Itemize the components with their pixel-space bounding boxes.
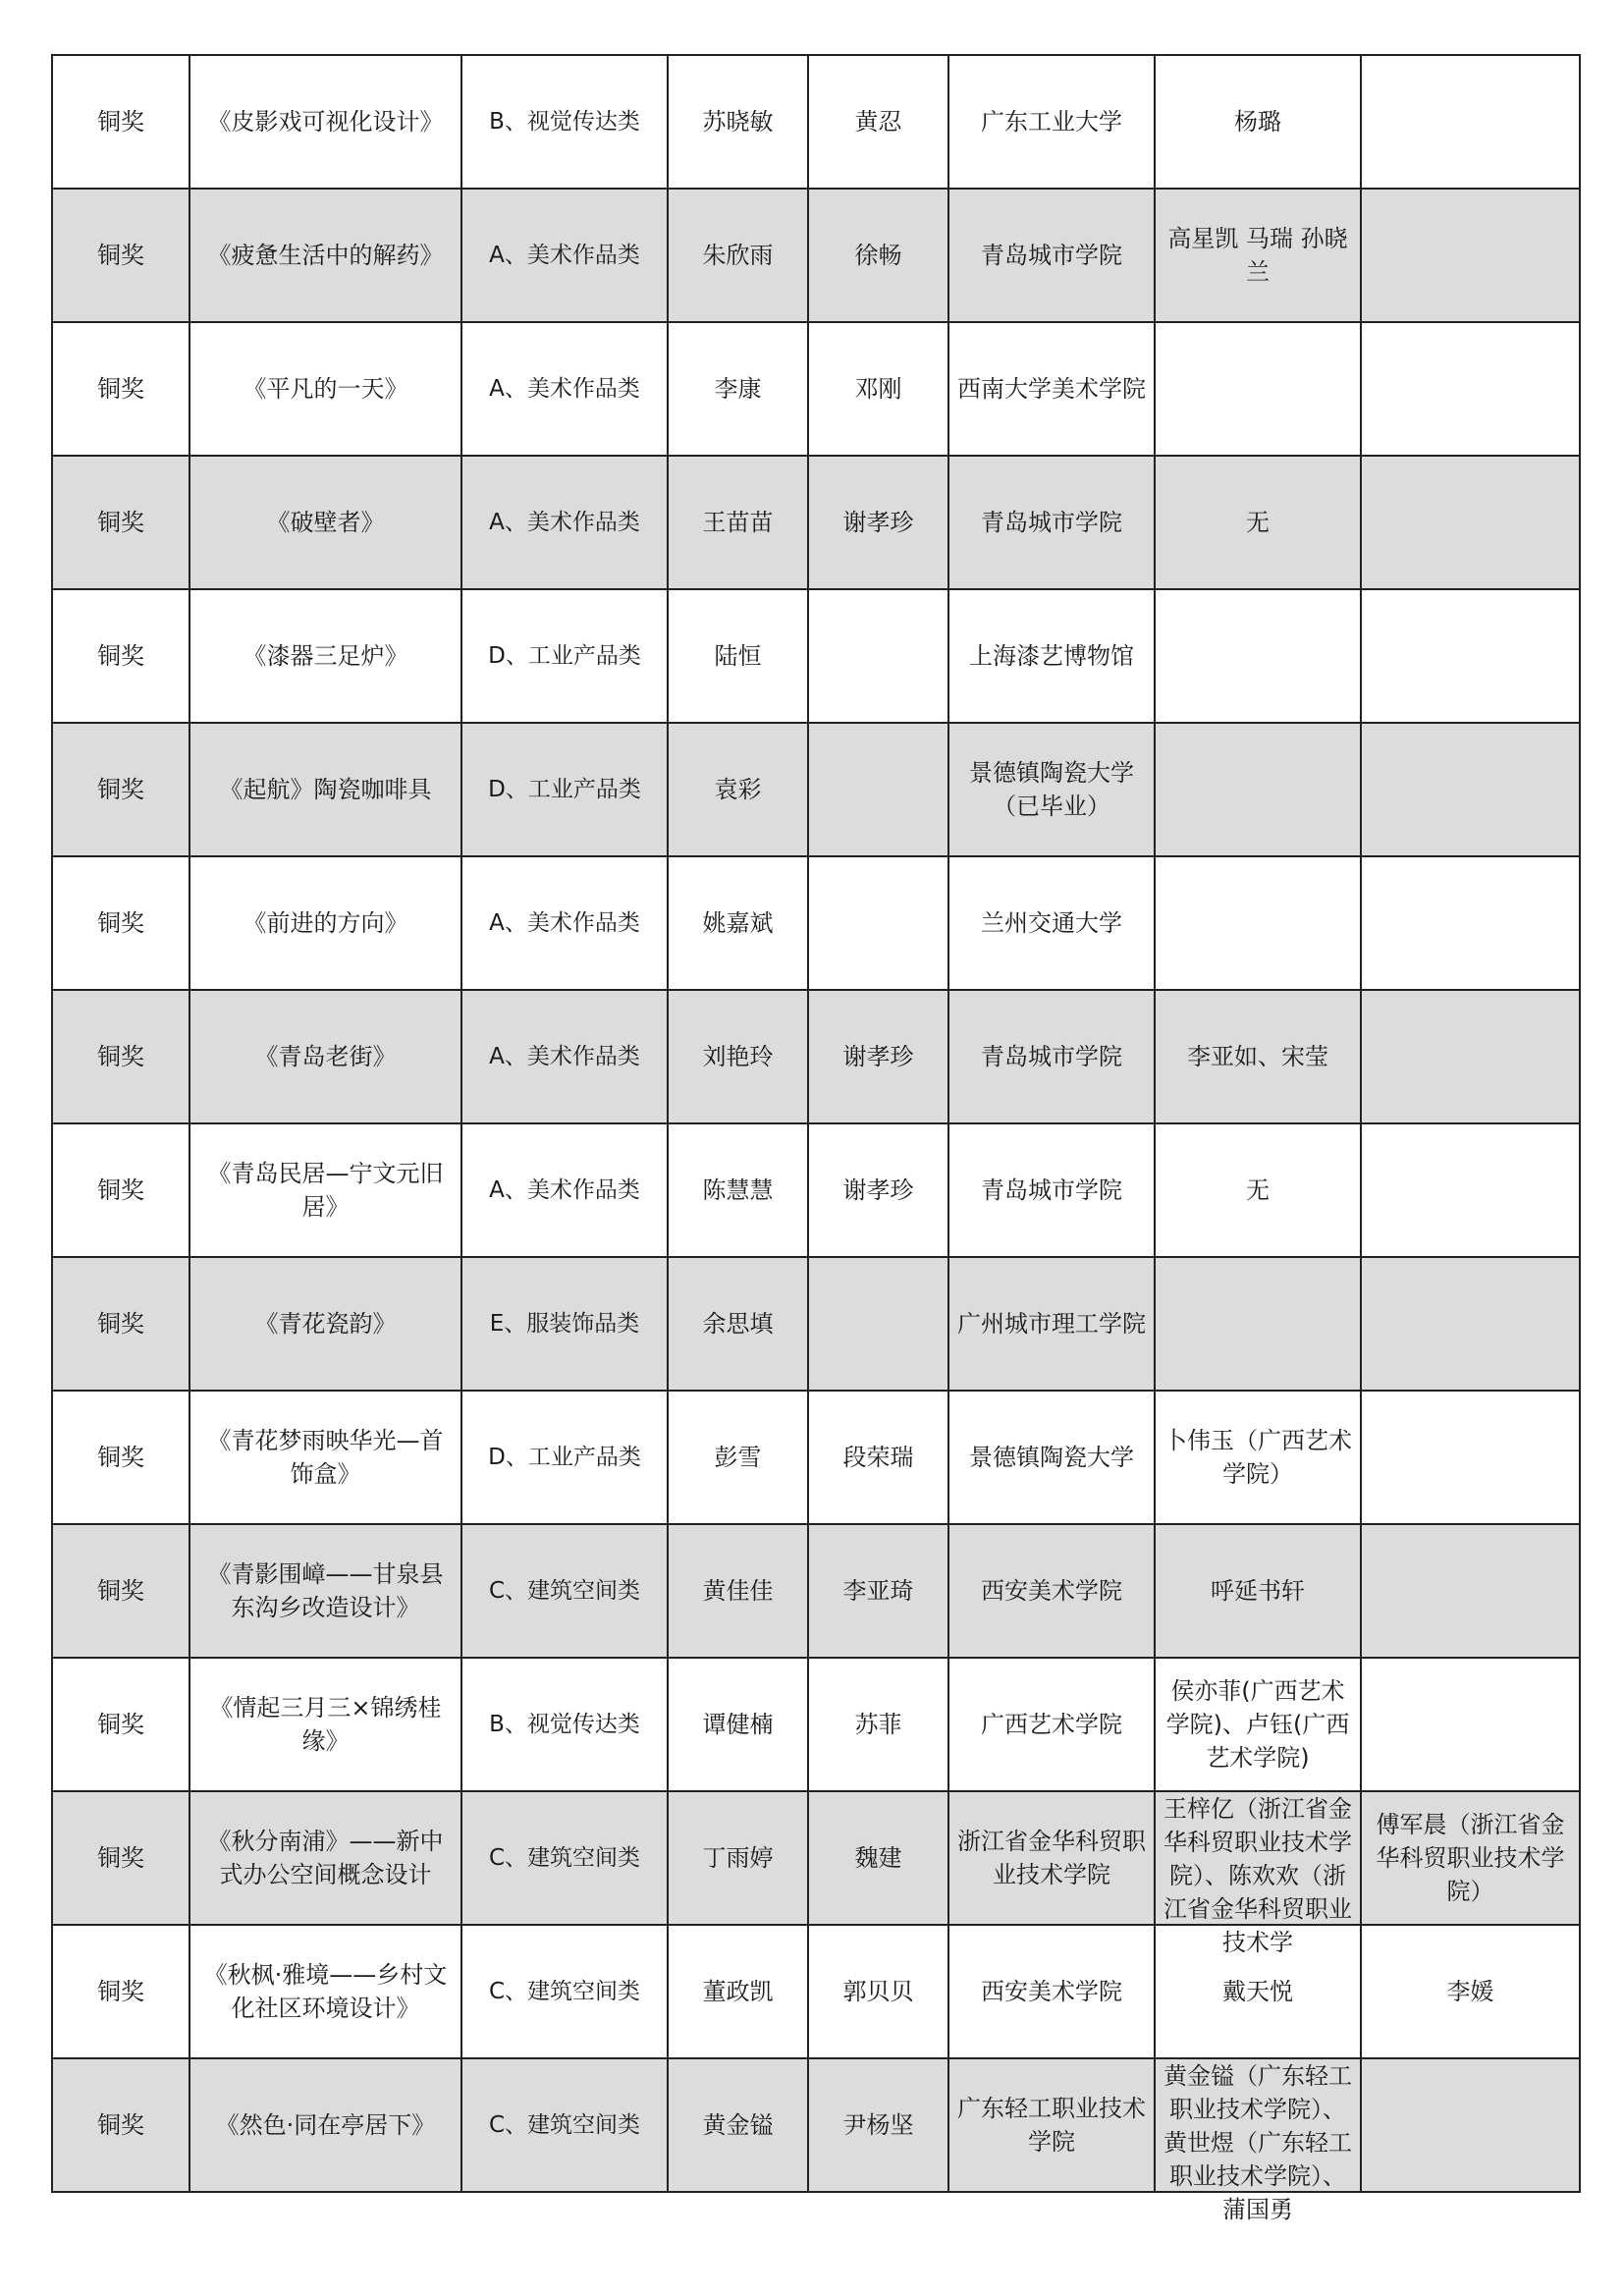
teacher-cell-text: 谢孝珍: [842, 1043, 914, 1070]
award-table: [51, 54, 1581, 2223]
author-cell: [668, 189, 808, 322]
title-cell-text: 《青花瓷韵》: [254, 1310, 397, 1338]
teacher-cell: [808, 2058, 948, 2192]
extra-cell-text: 傅军晨（浙江省金华科贸职业技术学院）: [1376, 1811, 1565, 1905]
category-cell-text: C、建筑空间类: [488, 1845, 641, 1871]
teacher-cell: [808, 55, 948, 189]
title-cell: [189, 189, 461, 322]
title-cell: [189, 990, 461, 1123]
award-cell-text: 铜奖: [97, 108, 144, 136]
title-cell: [189, 1123, 461, 1257]
award-cell: [52, 55, 189, 189]
category-cell-text: B、视觉传达类: [489, 109, 640, 135]
title-cell: [189, 856, 461, 990]
coauthors-cell: [1155, 1524, 1361, 1658]
teacher-cell-text: 谢孝珍: [842, 509, 914, 536]
school-cell: [948, 990, 1155, 1123]
title-cell-text: 《前进的方向》: [243, 909, 408, 937]
author-cell-text: 王苗苗: [702, 509, 774, 536]
award-cell-text: 铜奖: [97, 509, 144, 536]
teacher-cell: [808, 1524, 948, 1658]
coauthors-cell: [1155, 189, 1361, 322]
author-cell: [668, 856, 808, 990]
author-cell-text: 丁雨婷: [702, 1844, 774, 1872]
coauthors-cell-text: 王梓亿（浙江省金华科贸职业技术学院）、陈欢欢（浙江省金华科贸职业技术学: [1163, 1795, 1352, 1956]
school-cell: [948, 55, 1155, 189]
coauthors-cell: [1155, 2058, 1361, 2223]
category-cell: [461, 856, 668, 990]
category-cell-text: A、美术作品类: [489, 1177, 640, 1203]
award-cell-text: 铜奖: [97, 2111, 144, 2139]
category-cell: [461, 1524, 668, 1658]
table-row: [52, 2058, 1580, 2192]
title-cell: [189, 1791, 461, 1925]
table-row: [52, 1658, 1580, 1791]
author-cell: [668, 55, 808, 189]
school-cell: [948, 1658, 1155, 1791]
coauthors-cell: [1155, 55, 1361, 189]
author-cell: [668, 1791, 808, 1925]
award-cell-text: 铜奖: [97, 1444, 144, 1471]
author-cell-text: 黄金镒: [702, 2111, 774, 2139]
school-cell-text: 西安美术学院: [981, 1577, 1122, 1605]
teacher-cell-text: 苏菲: [854, 1711, 902, 1738]
teacher-cell: [808, 856, 948, 990]
title-cell-text: 《情起三月三×锦绣桂缘》: [209, 1694, 442, 1755]
category-cell: [461, 1123, 668, 1257]
award-cell: [52, 189, 189, 322]
teacher-cell: [808, 723, 948, 856]
school-cell-text: 青岛城市学院: [981, 1043, 1122, 1070]
coauthors-cell: [1155, 1257, 1361, 1391]
school-cell-text: 上海漆艺博物馆: [969, 642, 1134, 670]
table-row: [52, 990, 1580, 1123]
title-cell-text: 《秋枫·雅境——乡村文化社区环境设计》: [203, 1961, 448, 2022]
coauthors-cell: [1155, 723, 1361, 856]
extra-cell: [1361, 589, 1580, 723]
extra-cell: [1361, 723, 1580, 856]
author-cell-text: 袁彩: [714, 776, 762, 803]
author-cell: [668, 1391, 808, 1524]
category-cell-text: C、建筑空间类: [488, 1979, 641, 2004]
award-cell-text: 铜奖: [97, 1043, 144, 1070]
coauthors-cell: [1155, 322, 1361, 456]
teacher-cell: [808, 1658, 948, 1791]
title-cell-text: 《青影围嶂——甘泉县东沟乡改造设计》: [207, 1560, 444, 1621]
author-cell-text: 董政凯: [702, 1978, 774, 2005]
school-cell: [948, 589, 1155, 723]
title-cell: [189, 322, 461, 456]
category-cell-text: D、工业产品类: [488, 643, 641, 669]
teacher-cell: [808, 1257, 948, 1391]
school-cell-text: 广州城市理工学院: [957, 1310, 1146, 1338]
author-cell-text: 陆恒: [714, 642, 762, 670]
table-row: [52, 456, 1580, 589]
extra-cell-text: 李媛: [1446, 1978, 1494, 2005]
teacher-cell-text: 李亚琦: [842, 1577, 914, 1605]
author-cell-text: 陈慧慧: [702, 1176, 774, 1204]
school-cell-text: 西南大学美术学院: [957, 375, 1146, 403]
title-cell: [189, 55, 461, 189]
category-cell-text: A、美术作品类: [489, 243, 640, 268]
coauthors-cell-text: 卜伟玉（广西艺术学院）: [1163, 1427, 1352, 1488]
extra-cell: [1361, 2058, 1580, 2192]
title-cell-text: 《青岛老街》: [254, 1043, 397, 1070]
category-cell-text: C、建筑空间类: [488, 1578, 641, 1604]
title-cell-text: 《青岛民居—宁文元旧居》: [207, 1160, 444, 1221]
coauthors-cell-text: 杨璐: [1234, 108, 1281, 136]
author-cell-text: 彭雪: [714, 1444, 762, 1471]
title-cell-text: 《疲惫生活中的解药》: [207, 242, 444, 269]
school-cell: [948, 322, 1155, 456]
award-cell-text: 铜奖: [97, 1577, 144, 1605]
author-cell: [668, 1123, 808, 1257]
author-cell: [668, 589, 808, 723]
school-cell: [948, 1257, 1155, 1391]
table-row: [52, 322, 1580, 456]
award-cell: [52, 1391, 189, 1524]
category-cell-text: D、工业产品类: [488, 777, 641, 802]
school-cell: [948, 1391, 1155, 1524]
title-cell: [189, 1925, 461, 2058]
table-row: [52, 589, 1580, 723]
extra-cell: [1361, 189, 1580, 322]
category-cell: [461, 189, 668, 322]
award-cell: [52, 456, 189, 589]
category-cell: [461, 1257, 668, 1391]
coauthors-cell: [1155, 1658, 1361, 1791]
category-cell-text: A、美术作品类: [489, 910, 640, 936]
category-cell-text: E、服装饰品类: [489, 1311, 640, 1337]
title-cell-text: 《破壁者》: [266, 509, 385, 536]
school-cell: [948, 1925, 1155, 2058]
coauthors-cell: [1155, 1123, 1361, 1257]
teacher-cell-text: 尹杨坚: [842, 2111, 914, 2139]
author-cell: [668, 990, 808, 1123]
category-cell: [461, 723, 668, 856]
author-cell-text: 黄佳佳: [702, 1577, 774, 1605]
coauthors-cell-text: 无: [1246, 1176, 1270, 1204]
extra-cell: [1361, 1391, 1580, 1524]
award-cell: [52, 723, 189, 856]
teacher-cell-text: 郭贝贝: [842, 1978, 914, 2005]
author-cell: [668, 322, 808, 456]
teacher-cell: [808, 1123, 948, 1257]
author-cell: [668, 1925, 808, 2058]
award-cell: [52, 1123, 189, 1257]
teacher-cell-text: 徐畅: [854, 242, 902, 269]
school-cell: [948, 1123, 1155, 1257]
teacher-cell: [808, 1925, 948, 2058]
table-row: [52, 1925, 1580, 2058]
author-cell: [668, 456, 808, 589]
school-cell: [948, 456, 1155, 589]
coauthors-cell: [1155, 1391, 1361, 1524]
author-cell-text: 苏晓敏: [702, 108, 774, 136]
author-cell-text: 刘艳玲: [702, 1043, 774, 1070]
school-cell-text: 浙江省金华科贸职业技术学院: [957, 1828, 1146, 1888]
author-cell: [668, 1524, 808, 1658]
extra-cell: [1361, 1123, 1580, 1257]
award-cell: [52, 1524, 189, 1658]
award-table-sheet: [51, 54, 1579, 2223]
title-cell: [189, 589, 461, 723]
author-cell-text: 李康: [714, 375, 762, 403]
award-cell: [52, 1791, 189, 1925]
teacher-cell-text: 谢孝珍: [842, 1176, 914, 1204]
award-cell-text: 铜奖: [97, 375, 144, 403]
author-cell: [668, 1658, 808, 1791]
award-cell-text: 铜奖: [97, 776, 144, 803]
award-cell-text: 铜奖: [97, 1844, 144, 1872]
award-cell-text: 铜奖: [97, 242, 144, 269]
category-cell: [461, 322, 668, 456]
award-cell-text: 铜奖: [97, 1310, 144, 1338]
title-cell: [189, 456, 461, 589]
award-cell: [52, 990, 189, 1123]
teacher-cell: [808, 1391, 948, 1524]
coauthors-cell: [1155, 589, 1361, 723]
category-cell-text: A、美术作品类: [489, 510, 640, 535]
table-row: [52, 1791, 1580, 1925]
award-cell: [52, 2058, 189, 2192]
title-cell: [189, 2058, 461, 2192]
title-cell-text: 《漆器三足炉》: [243, 642, 408, 670]
author-cell: [668, 1257, 808, 1391]
title-cell: [189, 1391, 461, 1524]
table-row: [52, 856, 1580, 990]
school-cell-text: 兰州交通大学: [981, 909, 1122, 937]
award-cell: [52, 856, 189, 990]
coauthors-cell: [1155, 856, 1361, 990]
teacher-cell: [808, 990, 948, 1123]
extra-cell: [1361, 856, 1580, 990]
coauthors-cell: [1155, 990, 1361, 1123]
award-cell-text: 铜奖: [97, 1711, 144, 1738]
extra-cell: [1361, 456, 1580, 589]
teacher-cell-text: 段荣瑞: [842, 1444, 914, 1471]
category-cell-text: C、建筑空间类: [488, 2112, 641, 2138]
category-cell: [461, 456, 668, 589]
table-row: [52, 189, 1580, 322]
table-row: [52, 55, 1580, 189]
table-row: [52, 1391, 1580, 1524]
extra-cell: [1361, 55, 1580, 189]
school-cell-text: 广东轻工职业技术学院: [957, 2095, 1146, 2156]
extra-cell: [1361, 1257, 1580, 1391]
school-cell-text: 青岛城市学院: [981, 242, 1122, 269]
coauthors-cell-text: 李亚如、宋莹: [1187, 1043, 1328, 1070]
teacher-cell-text: 邓刚: [854, 375, 902, 403]
author-cell: [668, 2058, 808, 2192]
coauthors-cell: [1155, 1791, 1361, 1956]
extra-cell: [1361, 1925, 1580, 2058]
table-row: [52, 1123, 1580, 1257]
teacher-cell: [808, 189, 948, 322]
author-cell-text: 姚嘉斌: [702, 909, 774, 937]
coauthors-cell: [1155, 456, 1361, 589]
table-row: [52, 1524, 1580, 1658]
table-row: [52, 1257, 1580, 1391]
title-cell: [189, 1257, 461, 1391]
coauthors-cell-text: 黄金镒（广东轻工职业技术学院）、黄世煜（广东轻工职业技术学院）、蒲国勇: [1163, 2062, 1352, 2223]
category-cell-text: D、工业产品类: [488, 1445, 641, 1470]
school-cell: [948, 189, 1155, 322]
extra-cell: [1361, 1791, 1580, 1925]
category-cell: [461, 589, 668, 723]
award-cell-text: 铜奖: [97, 642, 144, 670]
category-cell: [461, 2058, 668, 2192]
table-row: [52, 723, 1580, 856]
teacher-cell: [808, 589, 948, 723]
extra-cell: [1361, 322, 1580, 456]
title-cell-text: 《皮影戏可视化设计》: [207, 108, 444, 136]
title-cell: [189, 1524, 461, 1658]
award-cell: [52, 1925, 189, 2058]
author-cell: [668, 723, 808, 856]
coauthors-cell-text: 呼延书轩: [1211, 1577, 1305, 1605]
award-cell: [52, 1658, 189, 1791]
school-cell: [948, 1791, 1155, 1925]
title-cell-text: 《平凡的一天》: [243, 375, 408, 403]
title-cell-text: 《青花梦雨映华光—首饰盒》: [207, 1427, 444, 1488]
school-cell-text: 青岛城市学院: [981, 509, 1122, 536]
category-cell: [461, 1391, 668, 1524]
coauthors-cell-text: 无: [1246, 509, 1270, 536]
school-cell-text: 景德镇陶瓷大学（已毕业）: [969, 759, 1134, 820]
extra-cell: [1361, 990, 1580, 1123]
title-cell-text: 《秋分南浦》——新中式办公空间概念设计: [207, 1828, 444, 1888]
award-table-body: [52, 55, 1580, 2223]
coauthors-cell-text: 高星凯 马瑞 孙晓兰: [1167, 225, 1348, 286]
coauthors-cell-text: 戴天悦: [1222, 1978, 1293, 2005]
author-cell-text: 谭健楠: [702, 1711, 774, 1738]
school-cell-text: 广西艺术学院: [981, 1711, 1122, 1738]
category-cell-text: A、美术作品类: [489, 376, 640, 402]
category-cell-text: A、美术作品类: [489, 1044, 640, 1069]
title-cell-text: 《起航》陶瓷咖啡具: [219, 776, 432, 803]
category-cell: [461, 55, 668, 189]
award-cell-text: 铜奖: [97, 1176, 144, 1204]
school-cell: [948, 723, 1155, 856]
extra-cell: [1361, 1524, 1580, 1658]
category-cell: [461, 1791, 668, 1925]
teacher-cell: [808, 1791, 948, 1925]
category-cell-text: B、视觉传达类: [489, 1712, 640, 1737]
category-cell: [461, 1658, 668, 1791]
teacher-cell-text: 魏建: [854, 1844, 902, 1872]
category-cell: [461, 1925, 668, 2058]
teacher-cell: [808, 456, 948, 589]
school-cell-text: 广东工业大学: [981, 108, 1122, 136]
school-cell-text: 景德镇陶瓷大学: [969, 1444, 1134, 1471]
teacher-cell: [808, 322, 948, 456]
title-cell: [189, 1658, 461, 1791]
author-cell-text: 余思填: [702, 1310, 774, 1338]
school-cell-text: 青岛城市学院: [981, 1176, 1122, 1204]
category-cell: [461, 990, 668, 1123]
coauthors-cell-text: 侯亦菲(广西艺术学院)、卢钰(广西艺术学院): [1165, 1677, 1350, 1772]
award-cell: [52, 322, 189, 456]
award-cell-text: 铜奖: [97, 909, 144, 937]
title-cell: [189, 723, 461, 856]
author-cell-text: 朱欣雨: [702, 242, 774, 269]
award-cell: [52, 1257, 189, 1391]
school-cell: [948, 1524, 1155, 1658]
extra-cell: [1361, 1658, 1580, 1791]
title-cell-text: 《然色·同在亭居下》: [215, 2111, 436, 2139]
award-cell-text: 铜奖: [97, 1978, 144, 2005]
school-cell: [948, 856, 1155, 990]
school-cell: [948, 2058, 1155, 2192]
school-cell-text: 西安美术学院: [981, 1978, 1122, 2005]
teacher-cell-text: 黄忍: [854, 108, 902, 136]
award-cell: [52, 589, 189, 723]
